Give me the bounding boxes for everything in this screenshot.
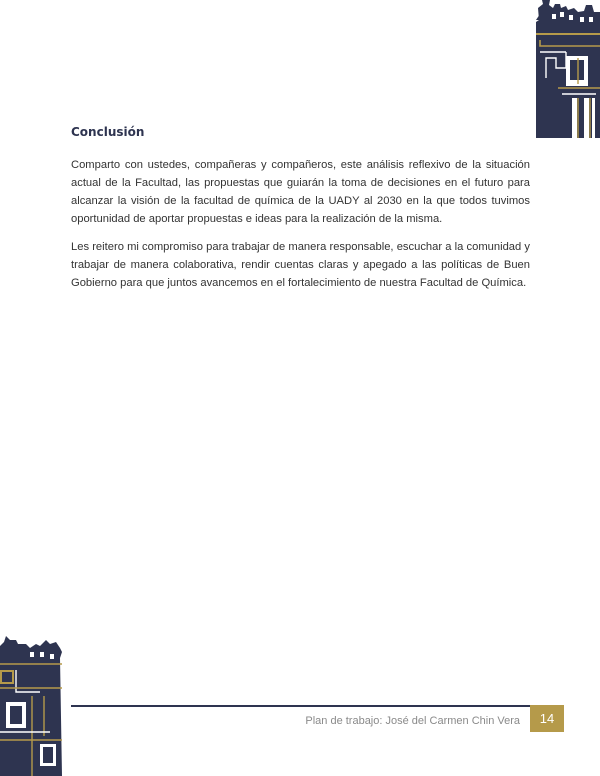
- building-illustration-top: [536, 0, 600, 138]
- footer-divider: [71, 705, 530, 707]
- page-number-badge: 14: [530, 705, 564, 732]
- footer-title: Plan de trabajo: José del Carmen Chin Vera: [305, 715, 520, 727]
- paragraph: Comparto con ustedes, compañeras y compañeros, este análisis reflexivo de la situación actual de la Facultad, las propuestas que guiarán la toma de decisiones en el futuro para alcanzar la visión de la facultad de química de la UADY al 2030 en la que todos tuvimos oportunidad de aportar propuestas e ideas para la realización de la misma.: [71, 159, 530, 225]
- building-illustration-bottom: [0, 636, 64, 776]
- section-heading: Conclusión: [71, 125, 145, 139]
- main-content: [71, 124, 530, 302]
- paragraph: Les reitero mi compromiso para trabajar de manera responsable, escuchar a la comunidad y trabajar de manera colaborativa, rendir cuentas claras y apegado a las políticas de Buen Gobierno para que juntos avancemos en el fortalecimiento de nuestra Facultad de Química.: [71, 241, 530, 289]
